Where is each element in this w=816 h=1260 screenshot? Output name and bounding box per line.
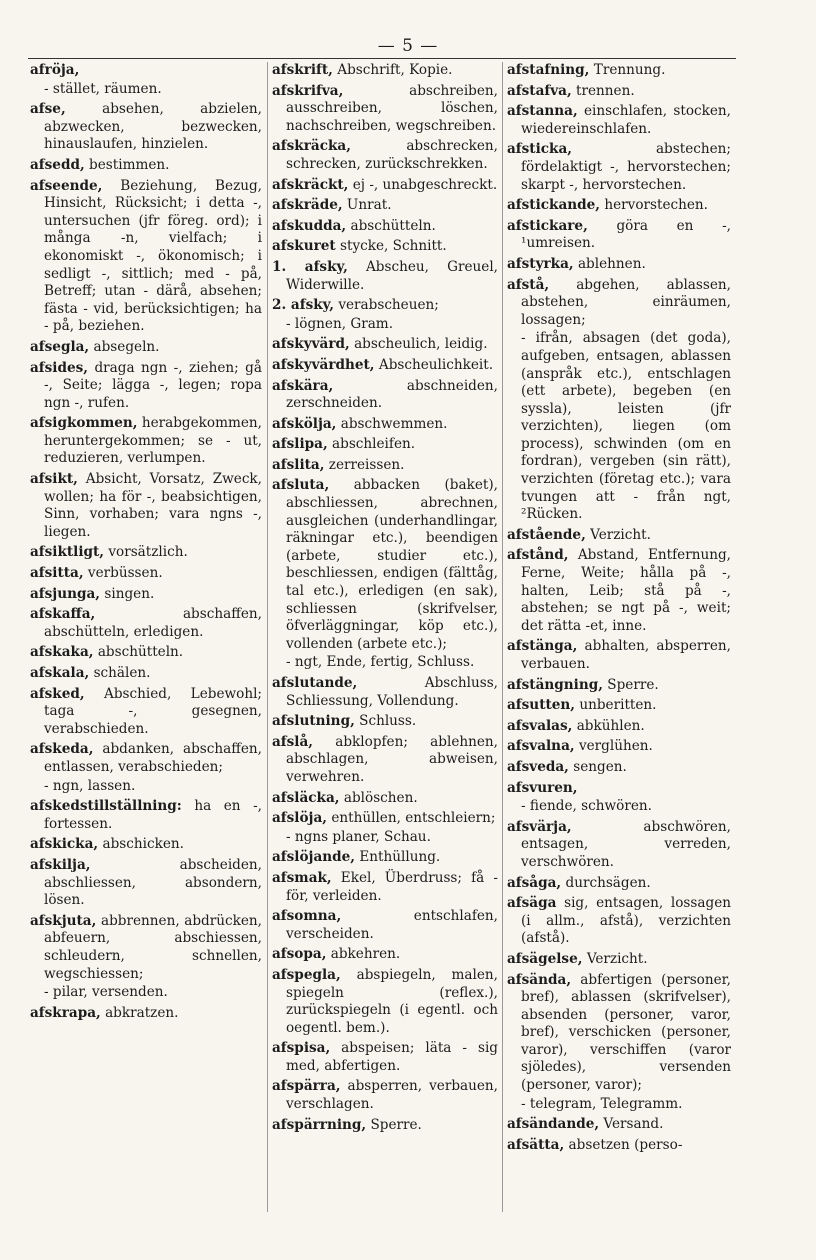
headword: afspisa, [272,1040,331,1057]
definition: Abschluss, Schliessung, Vollendung. [286,675,498,709]
headword: afsked, [30,685,85,702]
dictionary-column-1 [30,62,262,1242]
headword: afsända, [507,971,572,988]
headword: afskära, [272,377,334,394]
headword: afskala, [30,665,90,681]
definition: abschreiben, ausschreiben, löschen, nachschreiben, wegschreiben. [286,82,498,134]
dictionary-entry [507,1137,731,1155]
headword: afsedd, [30,156,85,173]
headword: afslå, [272,733,314,750]
dictionary-entry [272,83,498,136]
dictionary-entry [272,457,498,475]
definition: verbüssen. [87,565,163,582]
headword: afseende, [30,177,103,194]
dictionary-entry [272,1078,498,1113]
definition: Ekel, Überdruss; få - för, verleiden. [286,869,498,904]
definition: abkratzen. [105,1004,179,1021]
headword: afstängning, [507,676,603,693]
dictionary-entry [30,415,262,468]
definition: göra en -, ¹umreisen. [521,217,731,252]
definition: ej -, unabgeschreckt. [352,176,498,193]
definition: Sperre. [370,1116,422,1133]
dictionary-entry [30,857,262,910]
dictionary-entry [272,734,498,787]
dictionary-entry [507,759,731,777]
page-number: — 5 — [377,36,439,56]
dictionary-entry [272,675,498,710]
definition: stycke, Schnitt. [340,238,447,255]
definition: abbrennen, abdrücken, abfeuern, abschiessen, schleudern, schnellen, wegschiessen; [44,912,262,982]
definition: ha en -, fortessen. [44,798,262,832]
headword: afsikt, [30,471,78,488]
dictionary-entry [30,778,262,796]
definition: ablehnen. [577,255,646,272]
definition: abbacken (baket), abschliessen, abrechnen, ausgleichen (underhandlingar, räkningar etc.), beendigen (arbete, studier etc.), beschliessen, endigen (fälttåg, tal etc.), erledigen (en sak), schliessen (skrifvelser, öfverläggningar, köp etc.), vollenden (arbete etc.); [286,477,498,652]
definition: Schluss. [359,713,417,730]
dictionary-column-3 [507,62,731,1242]
headword: afsåga, [507,874,562,891]
definition: abscheulich, leidig. [354,336,488,353]
dictionary-entry [30,101,262,154]
definition: abspiegeln, malen, spiegeln (reflex.), zurückspiegeln (i egentl. och oegentl. bem.). [286,966,498,1036]
definition: verabscheuen; [338,297,439,314]
dictionary-entry [30,81,262,99]
headword: afskedstillställning: [30,798,182,815]
headword: afsläcka, [272,789,340,806]
headword: afskölja, [272,415,337,432]
definition: Versand. [603,1116,664,1133]
dictionary-entry [507,718,731,736]
dictionary-entry [30,565,262,583]
dictionary-entry [30,984,262,1002]
dictionary-entry [272,829,498,847]
dictionary-column-2 [272,62,498,1242]
definition: - ngt, Ende, fertig, Schluss. [286,654,475,671]
dictionary-entry [30,360,262,413]
definition: Abstand, Entfernung, Ferne, Weite; hålla på -, halten, Leib; stå på -, abstehen; se ngt på -, weit; det rätta -et, inne. [521,547,731,634]
definition: sig, entsagen, lossagen (i allm., afstå), verzichten (afstå). [521,895,731,947]
definition: Verzicht. [590,526,651,543]
dictionary-entry [507,1116,731,1134]
dictionary-entry [30,836,262,854]
headword: afslöjande, [272,849,356,866]
dictionary-entry [507,798,731,816]
dictionary-entry [272,477,498,653]
definition: Abschrift, Kopie. [337,62,453,78]
dictionary-entry [272,218,498,236]
headword: afskräckt, [272,176,349,193]
header-rule [28,58,736,59]
definition: abkühlen. [576,717,645,734]
definition: entschlafen, verscheiden. [286,908,498,942]
definition: abschrecken, schrecken, zurückschrekken. [286,138,498,172]
definition: abschleifen. [332,436,416,453]
headword: afröja, [30,62,80,78]
column-divider [502,62,503,1212]
definition: einschlafen, stocken, wiedereinschlafen. [521,103,731,137]
headword: afsigkommen, [30,415,138,432]
dictionary-entry [507,951,731,969]
dictionary-entry [272,790,498,808]
headword: afstående, [507,526,586,543]
definition: vorsätzlich. [108,544,188,561]
dictionary-entry [272,177,498,195]
dictionary-entry [30,913,262,983]
dictionary-entry [30,544,262,562]
headword: afslöja, [272,810,327,827]
dictionary-entry [30,644,262,662]
definition: absegeln. [93,338,160,355]
headword: afskilja, [30,856,91,873]
headword: afsticka, [507,141,572,158]
definition: abfertigen (personer, bref), ablassen (skrifvelser), absenden (personer, varor, bref), verschicken (personer, varor), verschiffen (varor sjöledes), versenden (personer, varor); [521,971,731,1094]
dictionary-entry [272,946,498,964]
dictionary-entry [30,798,262,833]
definition: Beziehung, Bezug, Hinsicht, Rücksicht; i detta -, untersuchen (jfr föreg. ord); i många -n, vielfach; i ekonomiskt -, ökonomisch; i sedligt -, sittlich; med - på, Betreff; utan - därå, absehen; fästa - vid, berücksichtigen; ha - på, beziehen. [44,177,262,335]
dictionary-entry [507,972,731,1095]
headword: afse, [30,101,66,118]
definition: abstechen; fördelaktigt -, hervorstechen; skarpt -, hervorstechen. [521,141,731,193]
dictionary-entry [272,908,498,943]
headword: afstickare, [507,217,588,234]
column-divider [267,62,268,1212]
definition: draga ngn -, ziehen; gå -, Seite; lägga -, legen; ropa ngn -, rufen. [44,359,262,411]
definition: abschütteln. [97,644,184,661]
headword: afstå, [507,276,550,293]
definition: bestimmen. [89,156,170,173]
definition: - ngns planer, Schau. [286,828,431,845]
dictionary-entry [507,330,731,524]
headword: afsändande, [507,1116,600,1133]
dictionary-entry [272,336,498,354]
dictionary-entry [507,1096,731,1114]
headword: afskrapa, [30,1004,101,1021]
headword: afsegla, [30,338,90,355]
dictionary-entry [272,810,498,828]
definition: zerreissen. [328,456,405,473]
dictionary-entry [30,686,262,739]
dictionary-entry [507,895,731,948]
definition: herabgekommen, heruntergekommen; se - ut, reduzieren, verlumpen. [44,415,262,467]
dictionary-entry [507,277,731,330]
dictionary-entry [507,875,731,893]
headword: afstanna, [507,103,578,120]
dictionary-entry [507,738,731,756]
dictionary-entry [30,586,262,604]
definition: abkehren. [330,946,401,963]
definition: abhalten, absperren, verbauen. [521,638,731,672]
dictionary-entry [272,238,498,256]
headword: afsutten, [507,697,576,714]
dictionary-entry [30,339,262,357]
definition: abspeisen; läta - sig med, abfertigen. [286,1040,498,1074]
headword: afsvalas, [507,717,573,734]
headword: afstänga, [507,638,578,655]
definition: absehen, abzielen, abzwecken, bezwecken, hinauslaufen, hinzielen. [44,101,262,153]
headword: 1. afsky, [272,258,348,275]
dictionary-entry [272,297,498,315]
dictionary-entry [507,780,731,798]
definition: abschicken. [102,836,184,853]
definition: absetzen (perso- [568,1136,683,1153]
definition: unberitten. [579,697,657,714]
dictionary-entry [272,357,498,375]
definition: - lögnen, Gram. [286,315,394,332]
dictionary-entry [272,378,498,413]
dictionary-entry [507,697,731,715]
dictionary-entry [272,436,498,454]
dictionary-entry [30,157,262,175]
definition: abschütteln. [350,217,436,234]
definition: abschwemmen. [340,415,448,432]
headword: afslita, [272,456,325,473]
dictionary-entry [30,62,262,80]
definition: - stället, räumen. [44,80,162,97]
dictionary-entry [507,103,731,138]
definition: enthüllen, entschleiern; [331,810,496,827]
definition: abscheiden, abschliessen, absondern, lösen. [44,856,262,909]
definition: singen. [104,585,155,602]
definition: ablöschen. [343,789,418,806]
headword: afskaka, [30,644,94,661]
headword: afsveda, [507,758,569,775]
definition: Verzicht. [586,950,648,967]
definition: - telegram, Telegramm. [521,1095,683,1112]
dictionary-entry [507,638,731,673]
headword: afspegla, [272,966,341,983]
headword: afstafning, [507,62,590,78]
dictionary-entry [30,741,262,776]
dictionary-entry [507,256,731,274]
headword: afskyvärd, [272,336,350,353]
dictionary-entry [507,547,731,635]
headword: afslutande, [272,675,358,691]
dictionary-entry [272,967,498,1037]
definition: verglühen. [578,738,653,755]
headword: afsides, [30,359,89,376]
headword: afstånd, [507,547,569,564]
headword: afskuret [272,238,336,255]
definition: abschaffen, abschütteln, erledigen. [44,606,262,640]
dictionary-entry [30,178,262,336]
headword: afsäga [507,895,557,912]
dictionary-entry [272,713,498,731]
dictionary-entry [272,1040,498,1075]
dictionary-entry [272,62,498,80]
definition: Unrat. [346,197,392,214]
dictionary-entry [507,83,731,101]
definition: Trennung. [593,62,666,78]
headword: afskjuta, [30,912,97,929]
dictionary-entry [272,138,498,173]
definition: trennen. [576,82,635,99]
definition: absperren, verbauen, verschlagen. [286,1078,498,1113]
headword: afskyvärdhet, [272,356,375,373]
dictionary-entry [272,259,498,294]
dictionary-entry [507,62,731,80]
headword: afskeda, [30,741,94,758]
definition: Absicht, Vorsatz, Zweck, wollen; ha för -, beabsichtigen, Sinn, vorhaben; vara ngns -, liegen. [44,471,262,540]
dictionary-entry [30,1005,262,1023]
headword: afsvuren, [507,779,578,796]
dictionary-entry [507,527,731,545]
headword: afspärra, [272,1078,341,1095]
dictionary-entry [30,665,262,683]
definition: abgehen, ablassen, abstehen, einräumen, lossagen; [521,276,731,328]
dictionary-entry [272,316,498,334]
dictionary-entry [507,819,731,872]
headword: 2. afsky, [272,297,334,314]
dictionary-entry [507,141,731,194]
headword: afstyrka, [507,255,574,272]
dictionary-entry [272,1117,498,1135]
headword: afskicka, [30,836,99,853]
headword: afsiktligt, [30,544,105,561]
dictionary-entry [30,606,262,641]
headword: afsomna, [272,908,342,925]
definition: durchsägen. [565,874,651,891]
headword: afsvärja, [507,818,572,835]
headword: afslipa, [272,436,328,453]
headword: afstickande, [507,197,601,214]
headword: afskräcka, [272,138,351,155]
dictionary-entry [507,677,731,695]
definition: - ifrån, absagen (det goda), aufgeben, entsagen, ablassen (anspråk etc.), entschlagen (ett arbete), begeben (en syssla), leisten (jfr verzichten), liegen (om process), schwinden (om en fordran), vergeben (sin rätt), verzichten (företag etc.); vara tvungen att - från ngt, ²Rücken. [521,330,731,523]
definition: Abschied, Lebewohl; taga -, gesegnen, verabschieden. [44,685,262,737]
definition: sengen. [573,758,627,775]
dictionary-entry [272,197,498,215]
headword: afsägelse, [507,950,583,967]
dictionary-entry [272,654,498,672]
headword: afsvalna, [507,738,575,755]
headword: afsluta, [272,477,330,494]
dictionary-entry [272,870,498,905]
headword: afstafva, [507,82,572,99]
definition: Abscheulichkeit. [378,356,494,373]
definition: Abscheu, Greuel, Widerwille. [286,258,498,293]
headword: afskudda, [272,217,347,234]
definition: abschneiden, zerschneiden. [286,377,498,412]
dictionary-entry [272,849,498,867]
headword: afslutning, [272,713,355,730]
definition: - ngn, lassen. [44,777,136,794]
definition: abdanken, abschaffen, entlassen, verabschieden; [44,741,262,775]
headword: afskrifva, [272,82,344,99]
definition: hervorstechen. [604,197,708,214]
headword: afsätta, [507,1136,565,1153]
definition: schälen. [93,665,151,681]
headword: afspärrning, [272,1116,367,1133]
dictionary-entry [507,197,731,215]
definition: Enthüllung. [359,849,441,866]
headword: afsjunga, [30,585,101,602]
definition: - fiende, schwören. [521,798,652,815]
headword: afskaffa, [30,606,96,623]
headword: afsopa, [272,946,327,963]
definition: abklopfen; ablehnen, abschlagen, abweisen, verwehren. [286,733,498,785]
dictionary-entry [30,471,262,541]
dictionary-entry [507,218,731,253]
definition: Sperre. [607,676,659,693]
headword: afsmak, [272,869,332,886]
headword: afskrift, [272,62,333,78]
headword: afskräde, [272,197,343,214]
definition: abschwören, entsagen, verreden, verschwören. [521,818,731,870]
dictionary-entry [272,416,498,434]
definition: - pilar, versenden. [44,984,168,1001]
headword: afsitta, [30,565,84,582]
